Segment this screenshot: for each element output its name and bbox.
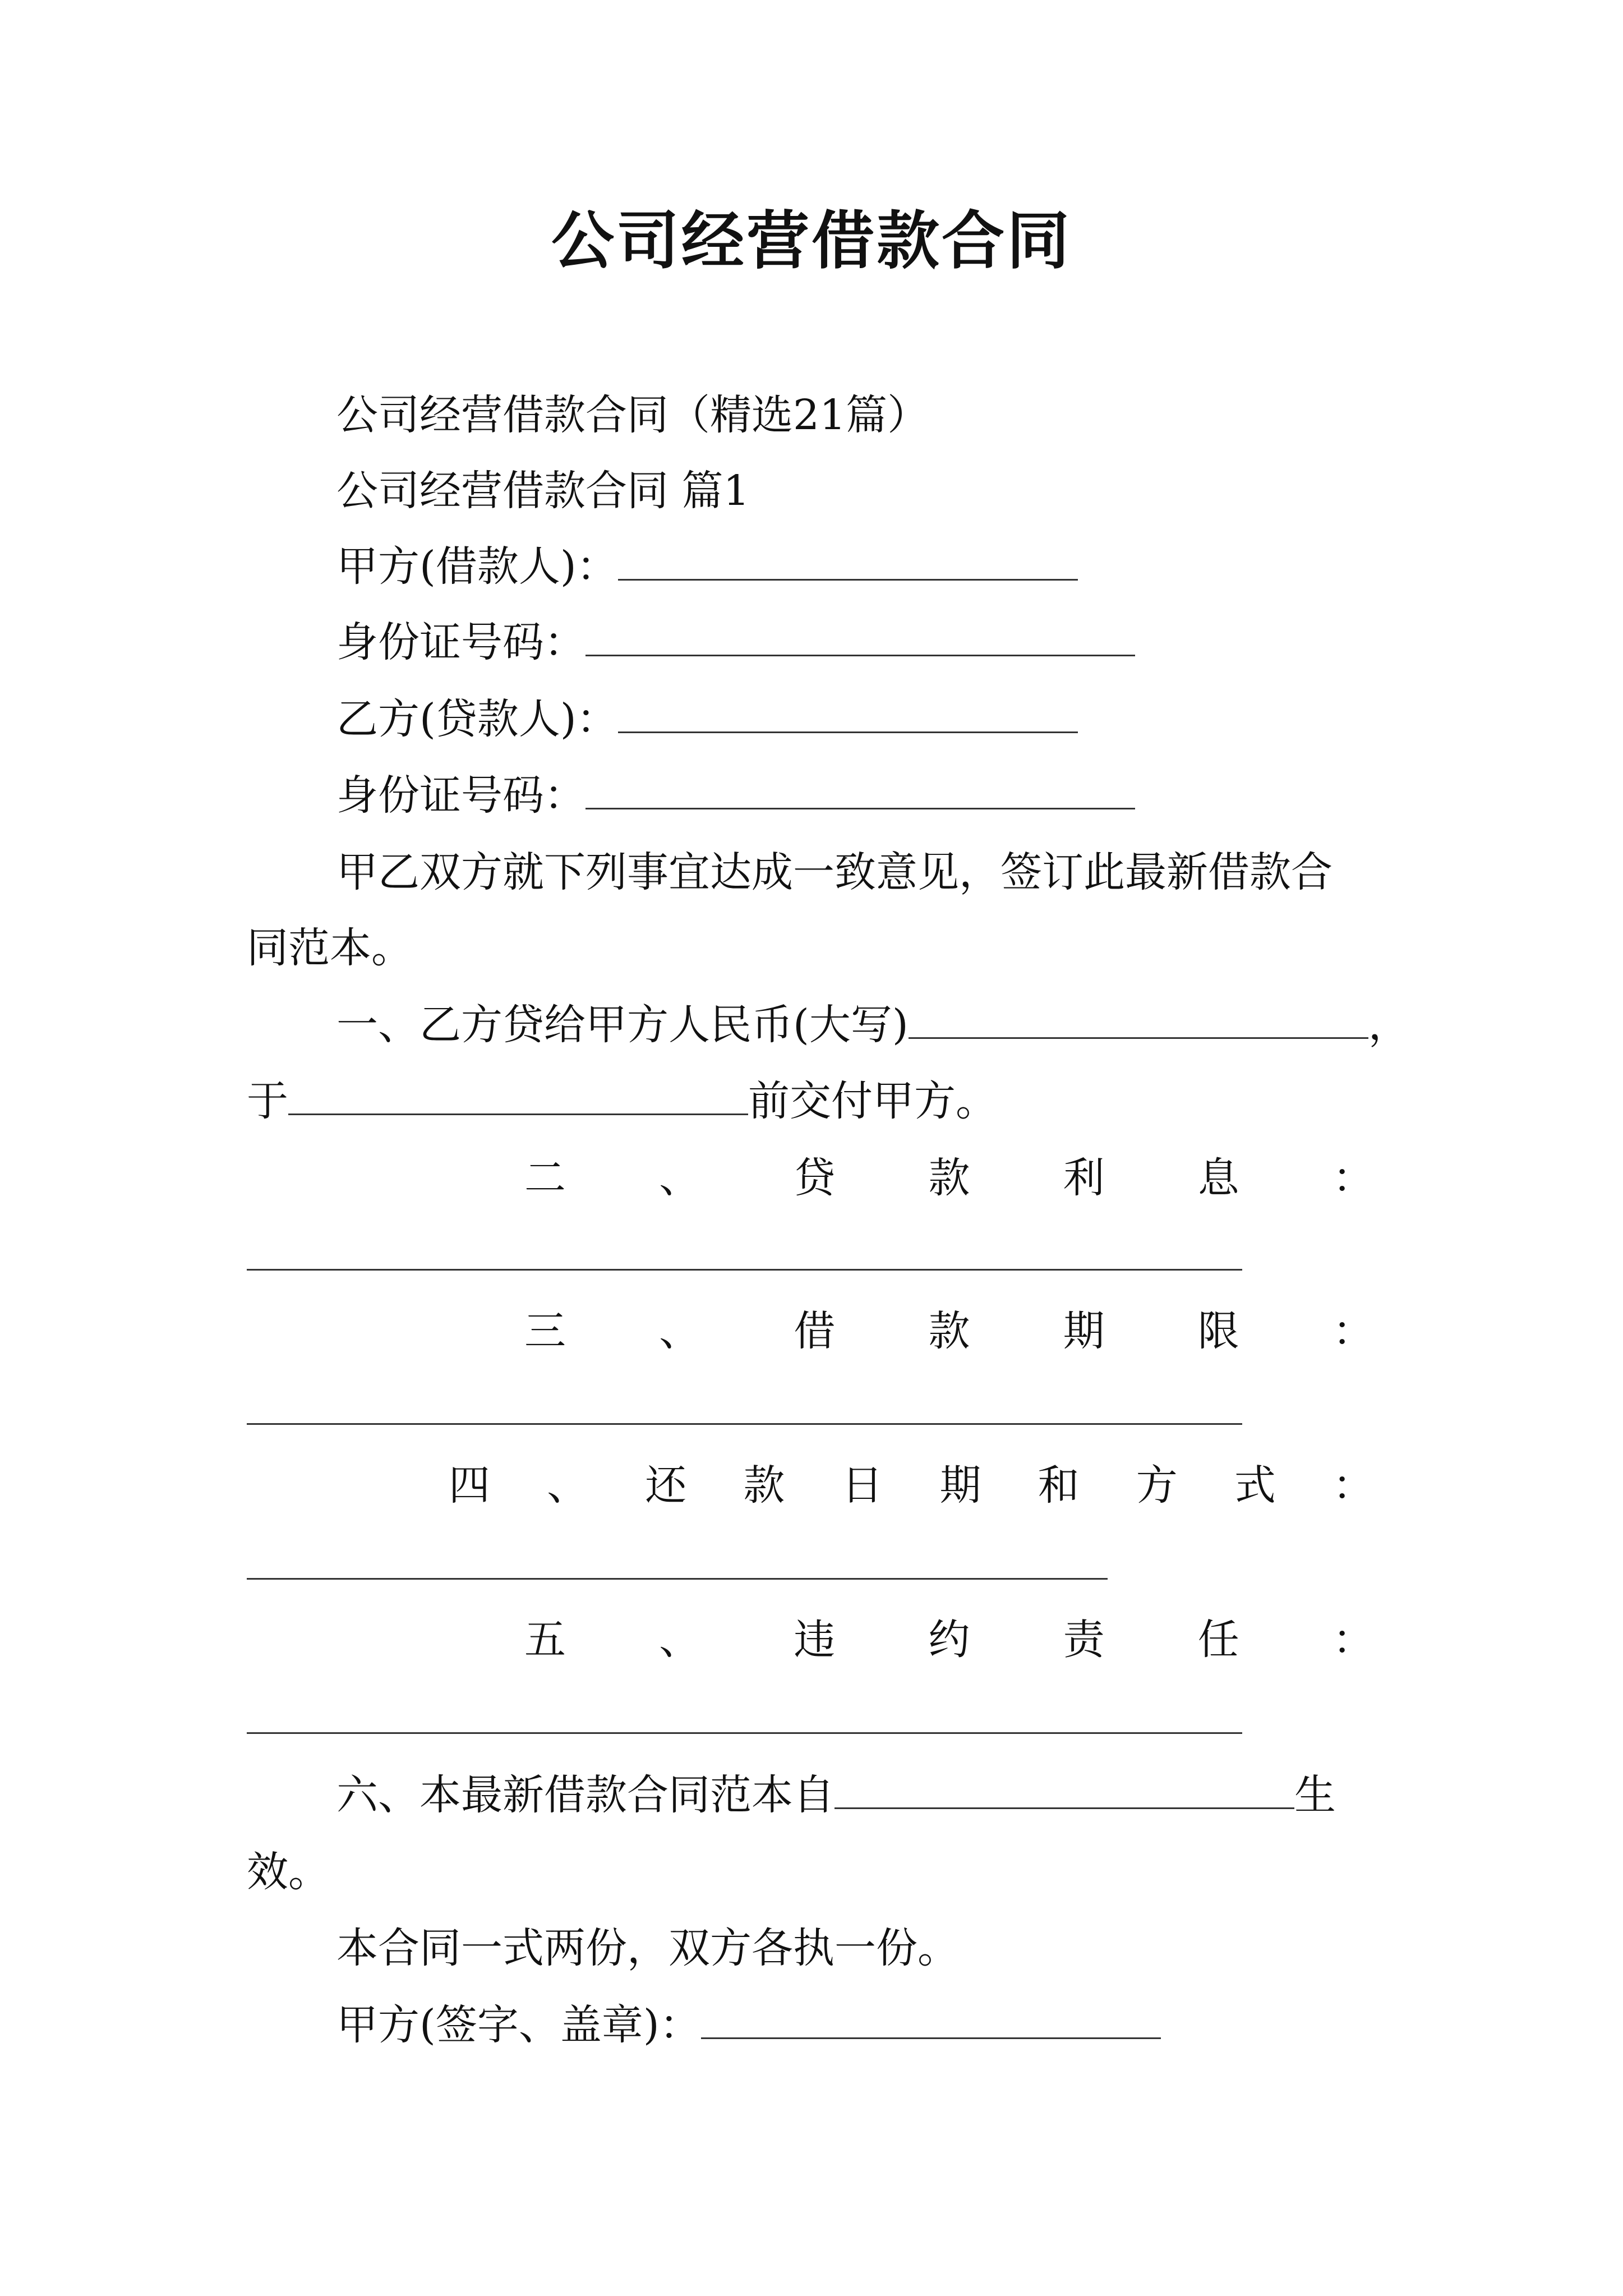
party-a-row <box>336 539 1078 595</box>
intro-line-1: 甲乙双方就下列事宜达成一致意见，签订此最新借款合 <box>336 848 1332 896</box>
clause3-char: 、 <box>659 1307 701 1355</box>
clause5-char: 违 <box>794 1616 836 1664</box>
intro-line-2: 同范本。 <box>247 924 413 972</box>
clause2-char: 、 <box>659 1154 701 1202</box>
clause1-comma: ， <box>1368 1001 1410 1049</box>
id-a-blank[interactable] <box>585 621 1135 656</box>
clause4-char: 四 <box>449 1461 490 1510</box>
clause4-char: ： <box>1332 1461 1374 1510</box>
clause4-char: 、 <box>547 1461 589 1510</box>
clause5-char: 约 <box>928 1616 970 1664</box>
clause1-prefix: 于 <box>247 1077 288 1125</box>
amount-blank[interactable] <box>909 1004 1368 1039</box>
clause5-char: 任 <box>1197 1616 1239 1664</box>
clause4-char: 日 <box>841 1461 883 1510</box>
party-a-blank[interactable] <box>618 545 1078 581</box>
id-a-label: 身份证号码： <box>336 618 585 666</box>
clause1-row-2 <box>247 1073 997 1129</box>
document-title: 公司经营借款合同 <box>551 204 1072 278</box>
clause4-char: 还 <box>645 1461 687 1510</box>
clause6-row-1 <box>336 1767 1336 1823</box>
clause3-char: 款 <box>928 1307 970 1355</box>
copies-note: 本合同一式两份，双方各执一份。 <box>336 1924 959 1972</box>
clause3-heading <box>524 1303 1374 1359</box>
clause1-text: 一、乙方贷给甲方人民币(大写) <box>336 1001 909 1049</box>
party-b-blank[interactable] <box>618 698 1078 733</box>
clause2-char: ： <box>1332 1154 1374 1202</box>
effective-blank[interactable] <box>834 1774 1294 1809</box>
clause1-row-1 <box>336 997 1410 1053</box>
clause4-char: 和 <box>1038 1461 1080 1510</box>
sign-a-label: 甲方(签字、盖章)： <box>336 2001 701 2049</box>
id-b-row <box>336 767 1135 823</box>
clause3-char: ： <box>1332 1307 1374 1355</box>
clause5-char: 责 <box>1063 1616 1105 1664</box>
clause3-blank[interactable] <box>247 1423 1242 1425</box>
clause3-char: 三 <box>524 1307 566 1355</box>
id-b-blank[interactable] <box>585 774 1135 809</box>
clause2-char: 息 <box>1197 1154 1239 1202</box>
clause4-char: 式 <box>1234 1461 1276 1510</box>
clause5-blank[interactable] <box>247 1732 1242 1734</box>
clause6-row-2: 效。 <box>247 1848 330 1896</box>
id-b-label: 身份证号码： <box>336 771 585 820</box>
clause2-char: 贷 <box>794 1154 836 1202</box>
clause2-blank[interactable] <box>247 1269 1242 1271</box>
clause6-text: 六、本最新借款合同范本自 <box>336 1771 834 1819</box>
clause5-heading <box>524 1612 1374 1668</box>
clause4-heading <box>449 1457 1374 1513</box>
clause5-char: 、 <box>659 1616 701 1664</box>
clause1-suffix: 前交付甲方。 <box>748 1077 997 1125</box>
clause5-char: ： <box>1332 1616 1374 1664</box>
clause6-suffix: 生 <box>1294 1771 1336 1819</box>
clause4-char: 方 <box>1136 1461 1178 1510</box>
clause5-char: 五 <box>524 1616 566 1664</box>
sign-a-row <box>336 1997 1161 2053</box>
clause2-char: 利 <box>1063 1154 1105 1202</box>
clause2-heading <box>524 1150 1374 1206</box>
subtitle: 公司经营借款合同（精选21篇） <box>336 391 929 439</box>
party-a-label: 甲方(借款人)： <box>336 542 618 591</box>
id-a-row <box>336 614 1135 670</box>
clause3-char: 借 <box>794 1307 836 1355</box>
clause4-blank[interactable] <box>247 1578 1108 1580</box>
clause4-char: 款 <box>743 1461 785 1510</box>
party-b-label: 乙方(贷款人)： <box>336 695 618 743</box>
sign-a-blank[interactable] <box>701 2004 1161 2039</box>
clause2-char: 款 <box>928 1154 970 1202</box>
section-title: 公司经营借款合同 篇1 <box>336 467 750 515</box>
clause4-char: 期 <box>939 1461 981 1510</box>
date-blank[interactable] <box>288 1080 748 1115</box>
clause3-char: 限 <box>1197 1307 1239 1355</box>
clause3-char: 期 <box>1063 1307 1105 1355</box>
party-b-row <box>336 691 1078 747</box>
clause2-char: 二 <box>524 1154 566 1202</box>
